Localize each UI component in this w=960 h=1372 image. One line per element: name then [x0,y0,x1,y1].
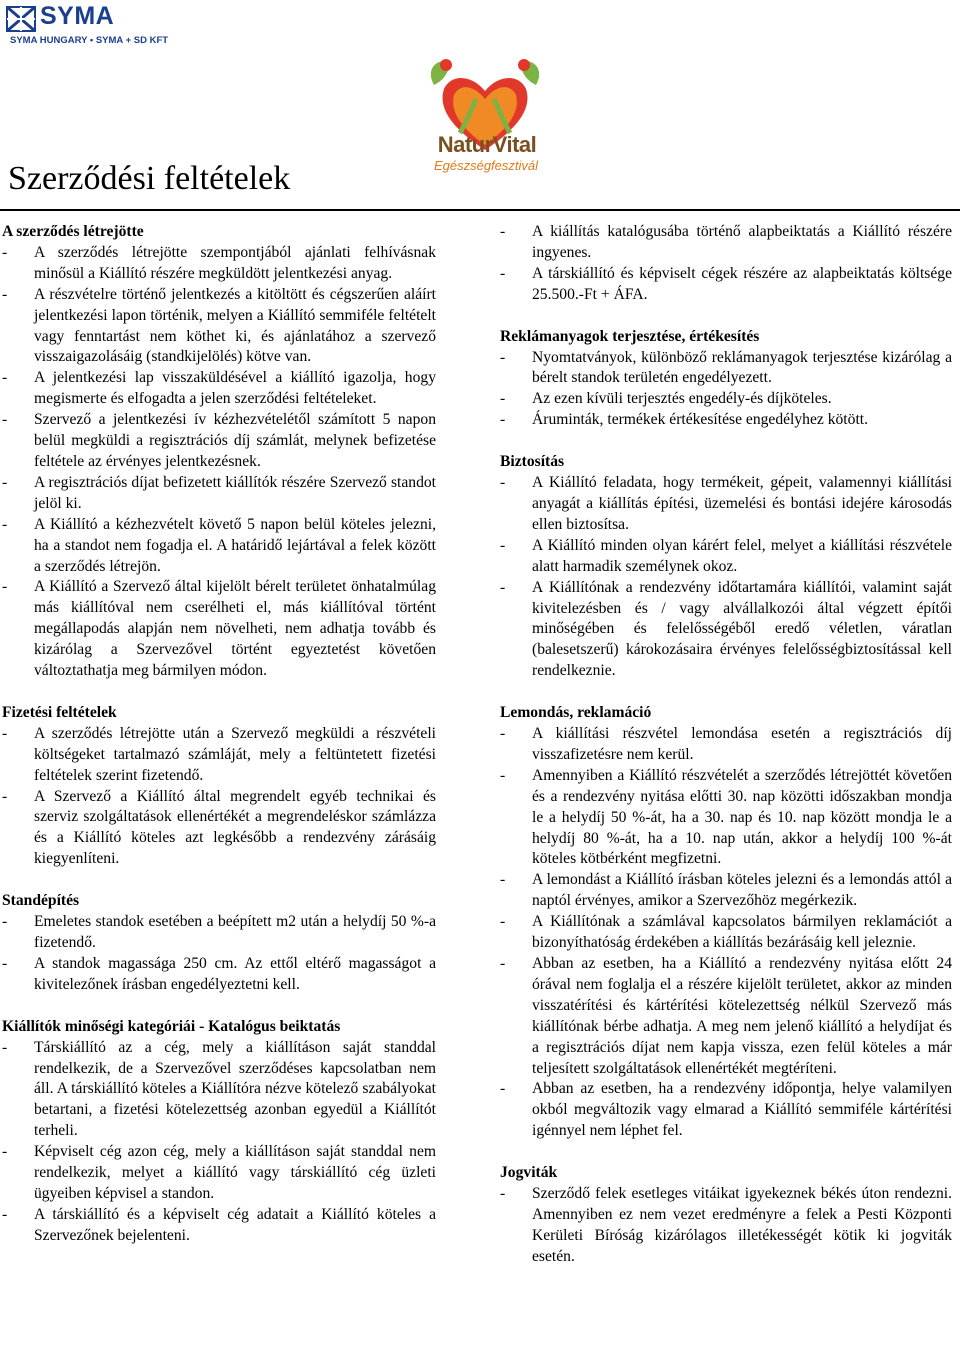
dash-bullet: - [2,515,8,533]
list-item [500,1079,952,1142]
list-item-text: A Kiállító minden olyan kárért felel, melyet a kiállítási részvétele alatt harmadik személynek okoz. [532,536,952,575]
dash-bullet: - [500,223,506,240]
list-item-text: A társkiállító és a képviselt cég adatait a Kiállító köteles a Szervezőnek bejelenteni. [34,1205,436,1244]
list-item-text: A standok magassága 250 cm. Az ettől eltérő magasságot a kivitelezőnek írásban engedélyeztetni kell. [34,954,436,993]
list-item [2,577,436,682]
list-item-text: A Kiállítónak a rendezvény időtartamára kiállítói, valamint saját kivitelezésben és / vagy alvállalkozói által végzett építői minőségében és felelősségéből eredő véletlen, váratlan (balesetszerű) károkozásaira érvényes felelősségbiztosítással kell rendelkeznie. [532,578,952,680]
list-item-text: A lemondást a Kiállító írásban köteles jelezni és a lemondás attól a naptól érvényes, amikor a Szervezőhöz megérkezik. [532,871,952,910]
dash-bullet: - [500,766,506,784]
dash-bullet: - [2,913,8,931]
section-kiallitok-minosegi-kategoriai-katalogus-beiktatas [2,1017,436,1247]
list-item [500,264,952,306]
list-item [500,410,952,431]
list-item-text: A kiállítás katalógusába történő alapbeiktatás a Kiállító részére ingyenes. [532,223,952,261]
list-item-text: A kiállítási részvétel lemondása esetén a regisztrációs díj visszafizetésre nem kerül. [532,725,952,763]
list-item [2,368,436,410]
section-title: A szerződés létrejötte [2,223,144,240]
list-item-text: A Kiállító a Szervező által kijelölt bérelt területet önhatalmúlag más kiállítóval nem cserélheti el, más kiállítóval történt megállapodás alapján nem növelheti, nem adhatja tovább és kizárólag a Szervezővel történt egyeztetést követően változtathatja meg bármilyen módon. [34,578,436,680]
dash-bullet: - [2,369,8,387]
list-item [2,515,436,578]
list-item [500,348,952,390]
list-item-text: A részvételre történő jelentkezés a kitöltött és cégszerűen aláírt jelentkezési lapon történik, melyen a Kiállító semmiféle feltételt vagy fenntartást nem köthet ki, és ajánlatához a szervező visszaigazolásáig (standkijelölés) kötve van. [34,285,436,366]
list-item-text: Az ezen kívüli terjesztés engedély-és díjköteles. [532,390,832,408]
list-item [2,912,436,954]
dash-bullet: - [500,1185,506,1203]
list-item-text: Abban az esetben, ha a rendezvény időpontja, helye valamilyen okból megváltozik vagy elmarad a Kiállító semmiféle kártérítési igénnyel nem léphet fel. [532,1080,952,1140]
list-item [500,954,952,1079]
section-spacer [2,870,436,891]
dash-bullet: - [2,724,8,742]
list-item [500,389,952,410]
section-title: Standépítés [2,892,80,910]
dash-bullet: - [500,578,506,596]
section-title: Fizetési feltételek [2,703,117,721]
section-spacer [500,682,952,703]
list-item-text: A Szervező a Kiállító által megrendelt egyéb technikai és szerviz szolgáltatások ellenértékét a megrendeléskor számlázza és a Kiállító köteles azt legkésőbb a rendezvény zárásáig kiegyenlíteni. [34,787,436,868]
section-a-szerzodes-letrejotte [2,222,436,682]
list-item-text: Nyomtatványok, különböző reklámanyagok terjesztése kizárólag a bérelt standok területén engedélyezett. [532,348,952,387]
section-continued [500,222,952,306]
list-item [500,912,952,954]
syma-subtitle: SYMA HUNGARY • SYMA + SD KFT [10,35,169,46]
list-item [500,473,952,536]
list-item [2,285,436,369]
list-item [2,1205,436,1247]
dash-bullet: - [500,411,506,429]
section-spacer [2,996,436,1017]
dash-bullet: - [2,243,8,261]
list-item-text: Szervező a jelentkezési ív kézhezvételétől számított 5 napon belül megküldi a regisztrációs díj számlát, melynek befizetése feltétele az érvényes jelentkezésnek. [34,411,436,470]
list-item-text: A jelentkezési lap visszaküldésével a kiállító igazolja, hogy megismerte és elfogadta a jelen szerződési feltételeket. [34,369,436,408]
dash-bullet: - [500,264,506,282]
list-item [2,954,436,996]
dash-bullet: - [2,285,8,303]
section-title: Lemondás, reklamáció [500,704,652,722]
list-item [500,870,952,912]
page-title: Szerződési feltételek [8,160,291,197]
list-item [2,724,436,787]
section-title: Jogviták [500,1164,558,1182]
list-item-text: Társkiállító az a cég, mely a kiállításon saját standdal rendelkezik, de a Szervezővel szerződéses kapcsolatban nem áll. A társkiállító köteles a Kiállítóra nézve kötelező szabályokat betartani, a fizetési kötelezettség azonban egyedül a Kiállítót terheli. [34,1038,436,1140]
dash-bullet: - [2,1205,8,1223]
right-column [500,222,952,1268]
list-item [500,1184,952,1268]
syma-logo [6,2,169,48]
list-item-text: A Kiállító feladata, hogy termékeit, gépeit, valamennyi kiállítási anyagát a kiállítás építési, üzemelési és bontási idejére károsodás ellen biztosítsa. [532,474,952,533]
dash-bullet: - [500,348,506,366]
dash-bullet: - [500,955,506,972]
section-fizetesi-feltetelek [2,703,436,870]
list-item [500,766,952,871]
list-item-text: A szerződés létrejötte után a Szervező megküldi a részvételi költségeket tartalmazó számláját, mely a feltüntetett fizetési feltételek szerint fizetendő. [34,724,436,784]
dash-bullet: - [500,390,506,408]
list-item-text: A Kiállítónak a számlával kapcsolatos bármilyen reklamációt a bizonyíthatóság érdekében a kiállítás bezárásáig kell jeleznie. [532,913,952,952]
list-item [2,1038,436,1143]
syma-mark-icon [6,6,36,32]
list-item [500,536,952,578]
section-title: Reklámanyagok terjesztése, értékesítés [500,327,760,345]
section-jogvitak [500,1163,952,1268]
list-item-text: Képviselt cég azon cég, mely a kiállításon saját standdal nem rendelkezik, melyet a kiállító vagy társkiállító cég üzleti ügyeiben képvisel a standon. [34,1143,436,1202]
list-item-text: Amennyiben a Kiállító részvételét a szerződés létrejöttét követően és a rendezvény nyitása előtti 30. nap közötti időszakban mondja le a helydíj 50 %-át, ha a 30. nap és 10. nap között mondja le a helydíj 80 %-át, ha a 10. nap után, akkor a helydíj 100 %-át köteles kötbérként megfizetni. [532,766,952,868]
dash-bullet: - [500,725,506,743]
dash-bullet: - [2,954,8,972]
section-reklamanyagok-terjesztese-ertekesites [500,327,952,432]
list-item [500,724,952,766]
dash-bullet: - [2,473,8,491]
section-title: Kiállítók minőségi kategóriái - Katalógus beiktatás [2,1017,341,1035]
dash-bullet: - [2,411,8,429]
list-item-text: A regisztrációs díjat befizetett kiállítók részére Szervező standot jelöl ki. [34,473,436,512]
syma-brand: SYMA [40,2,115,30]
naturvital-subtitle: Egészségfesztivál [433,158,539,173]
naturvital-brand: NaturVital [437,132,537,157]
dash-bullet: - [2,1143,8,1161]
list-item-text: A társkiállító és képviselt cégek részére az alapbeiktatás költsége 25.500.-Ft + ÁFA. [532,264,952,303]
section-title: Biztosítás [500,453,565,471]
list-item [2,473,436,515]
dash-bullet: - [500,474,506,492]
list-item [500,222,952,264]
dash-bullet: - [2,578,8,596]
list-item-text: Áruminták, termékek értékesítése engedélyhez kötött. [532,411,869,429]
list-item [2,410,436,473]
dash-bullet: - [500,1080,506,1098]
section-biztositas [500,452,952,682]
list-item-text: Abban az esetben, ha a Kiállító a rendezvény nyitása előtt 24 órával nem foglalja el a részére kijelölt területet, akkor az minden visszatérítési és kártérítési kötelezettség nélkül Szervező más kiállítónak bérbe adhatja. A meg nem jelenő kiállító a helydíjat és a regisztrációs díjat nem kapja vissza, ezen felül köteles a már teljesített szolgáltatások ellenértékét megtéríteni. [532,955,952,1077]
section-lemondas-reklamacio [500,703,952,1142]
dash-bullet: - [500,913,506,931]
dash-bullet: - [2,787,8,805]
list-item [2,787,436,871]
title-divider [0,209,960,211]
list-item [500,578,952,683]
list-item-text: Emeletes standok esetében a beépített m2 után a helydíj 50 %-a fizetendő. [34,913,436,951]
section-spacer [500,1142,952,1163]
list-item-text: A szerződés létrejötte szempontjából ajánlati felhívásnak minősül a Kiállító részére megküldött jelentkezési anyag. [34,243,436,282]
dash-bullet: - [500,871,506,889]
list-item-text: A Kiállító a kézhezvételt követő 5 napon belül köteles jelezni, ha a standot nem fogadja el. A határidő lejártával a felek között a szerződés létrejön. [34,515,436,575]
dash-bullet: - [500,536,506,554]
dash-bullet: - [2,1038,8,1056]
section-standepites [2,891,436,996]
list-item-text: Szerződő felek esetleges vitáikat igyekeznek békés úton rendezni. Amennyiben ez nem vezet eredményre a felek a Pesti Központi Kerületi Bíróság kizárólagos illetékességét kötik ki jogviták esetén. [532,1185,952,1265]
section-spacer [500,306,952,327]
section-spacer [2,682,436,703]
list-item [2,243,436,285]
left-column [2,222,436,1247]
section-spacer [500,431,952,452]
list-item [2,1142,436,1205]
